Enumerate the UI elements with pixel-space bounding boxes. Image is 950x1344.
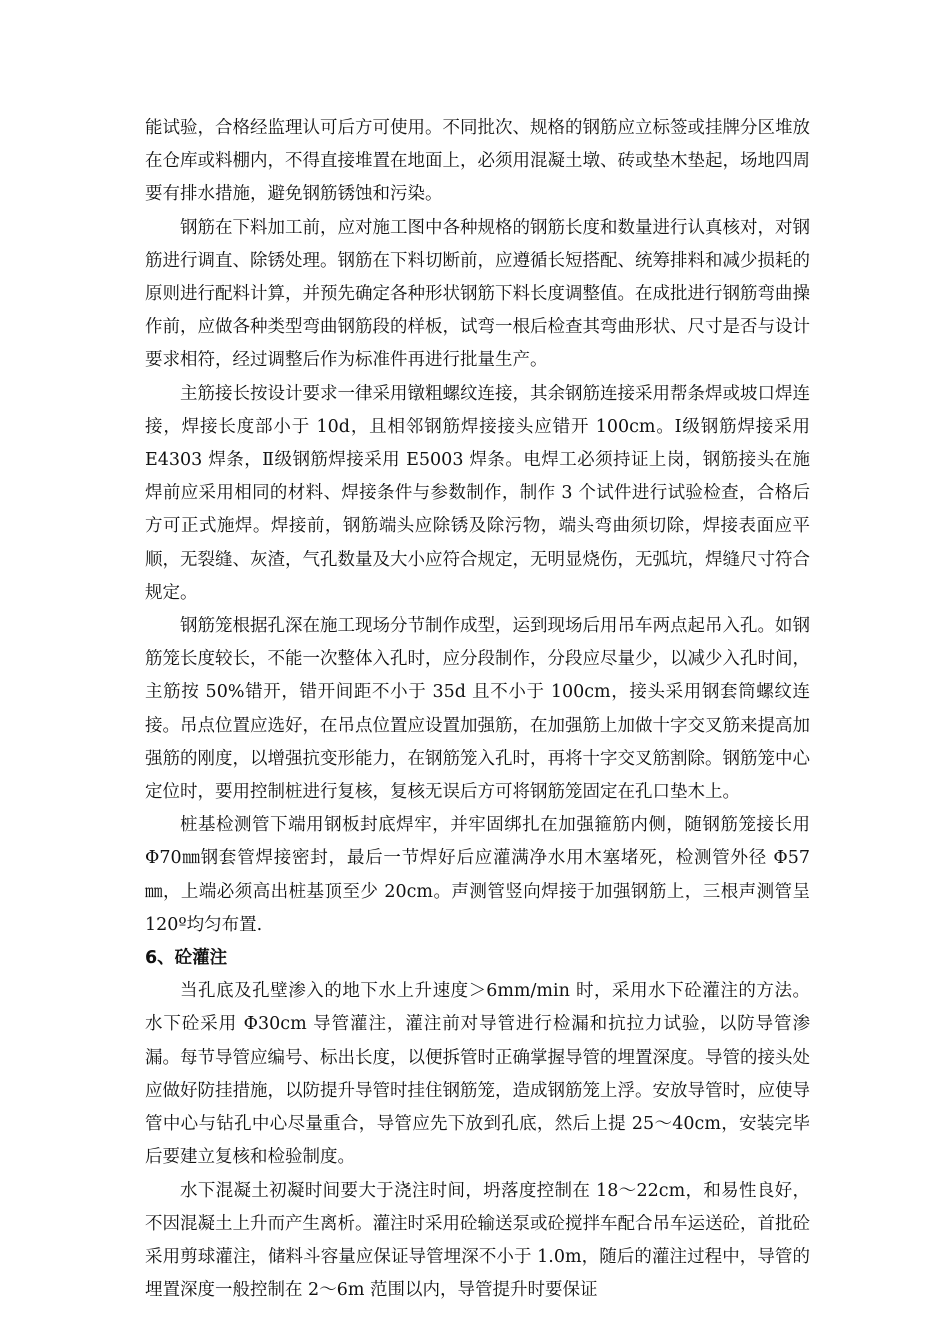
paragraph-steel-storage: 能试验，合格经监理认可后方可使用。不同批次、规格的钢筋应立标签或挂牌分区堆放在仓库或料棚内，不得直接堆置在地面上，必须用混凝土墩、砖或垫木垫起，场地四周要有排水措施，避免钢筋锈蚀和污染。 [145,118,810,205]
section-heading: 6、砼灌注 [145,948,228,969]
paragraph-steel-welding: 主筋接长按设计要求一律采用镦粗螺纹连接，其余钢筋连接采用帮条焊或坡口焊连接，焊接长度部小于 10d，且相邻钢筋焊接接头应错开 100cm。Ⅰ级钢筋焊接采用 E4303 焊条，Ⅱ级钢筋焊接采用 E5003 焊条。电焊工必须持证上岗，钢筋接头在施焊前应采用相同的材料、焊接条件与参数制作，制作 3 个试件进行试验检查，合格后方可正式施焊。焊接前，钢筋端头应除锈及除污物，端头弯曲须切除，焊接表面应平顺，无裂缝、灰渣，气孔数量及大小应符合规定，无明显烧伤，无弧坑，焊缝尺寸符合规定。 [145,383,810,603]
document-body [145,112,810,1307]
paragraph-underwater-pouring: 当孔底及孔壁渗入的地下水上升速度＞6mm/min 时，采用水下砼灌注的方法。水下砼采用 Φ30cm 导管灌注，灌注前对导管进行检漏和抗拉力试验，以防导管渗漏。每节导管应编号、标出长度，以便拆管时正确掌握导管的埋置深度。导管的接头处应做好防挂措施，以防提升导管时挂住钢筋笼，造成钢筋笼上浮。安放导管时，应使导管中心与钻孔中心尽量重合，导管应先下放到孔底，然后上提 25～40cm，安装完毕后要建立复核和检验制度。 [145,981,810,1168]
paragraph-steel-cutting: 钢筋在下料加工前，应对施工图中各种规格的钢筋长度和数量进行认真核对，对钢筋进行调直、除锈处理。钢筋在下料切断前，应遵循长短搭配、统筹排料和减少损耗的原则进行配料计算，并预先确定各种形状钢筋下料长度调整值。在成批进行钢筋弯曲操作前，应做各种类型弯曲钢筋段的样板，试弯一根后检查其弯曲形状、尺寸是否与设计要求相符，经过调整后作为标准件再进行批量生产。 [145,217,810,371]
paragraph-sonic-tubes: 桩基检测管下端用钢板封底焊牢，并牢固绑扎在加强箍筋内侧，随钢筋笼接长用 Φ70㎜钢套管焊接密封，最后一节焊好后应灌满净水用木塞堵死，检测管外径 Φ57㎜，上端必须高出桩基顶至少 20cm。声测管竖向焊接于加强钢筋上，三根声测管呈 120º均匀布置. [145,815,810,935]
paragraph-rebar-cage: 钢筋笼根据孔深在施工现场分节制作成型，运到现场后用吊车两点起吊入孔。如钢筋笼长度较长，不能一次整体入孔时，应分段制作，分段应尽量少，以减少入孔时间，主筋按 50%错开，错开间距不小于 35d 且不小于 100cm，接头采用钢套筒螺纹连接。吊点位置应选好，在吊点位置应设置加强筋，在加强筋上加做十字交叉筋来提高加强筋的刚度，以增强抗变形能力，在钢筋笼入孔时，再将十字交叉筋割除。钢筋笼中心定位时，要用控制桩进行复核，复核无误后方可将钢筋笼固定在孔口垫木上。 [145,616,810,803]
paragraph-concrete-setting: 水下混凝土初凝时间要大于浇注时间，坍落度控制在 18～22cm，和易性良好，不因混凝土上升而产生离析。灌注时采用砼输送泵或砼搅拌车配合吊车运送砼，首批砼采用剪球灌注，储料斗容量应保证导管埋深不小于 1.0m，随后的灌注过程中，导管的埋置深度一般控制在 2～6m 范围以内，导管提升时要保证 [145,1180,810,1301]
